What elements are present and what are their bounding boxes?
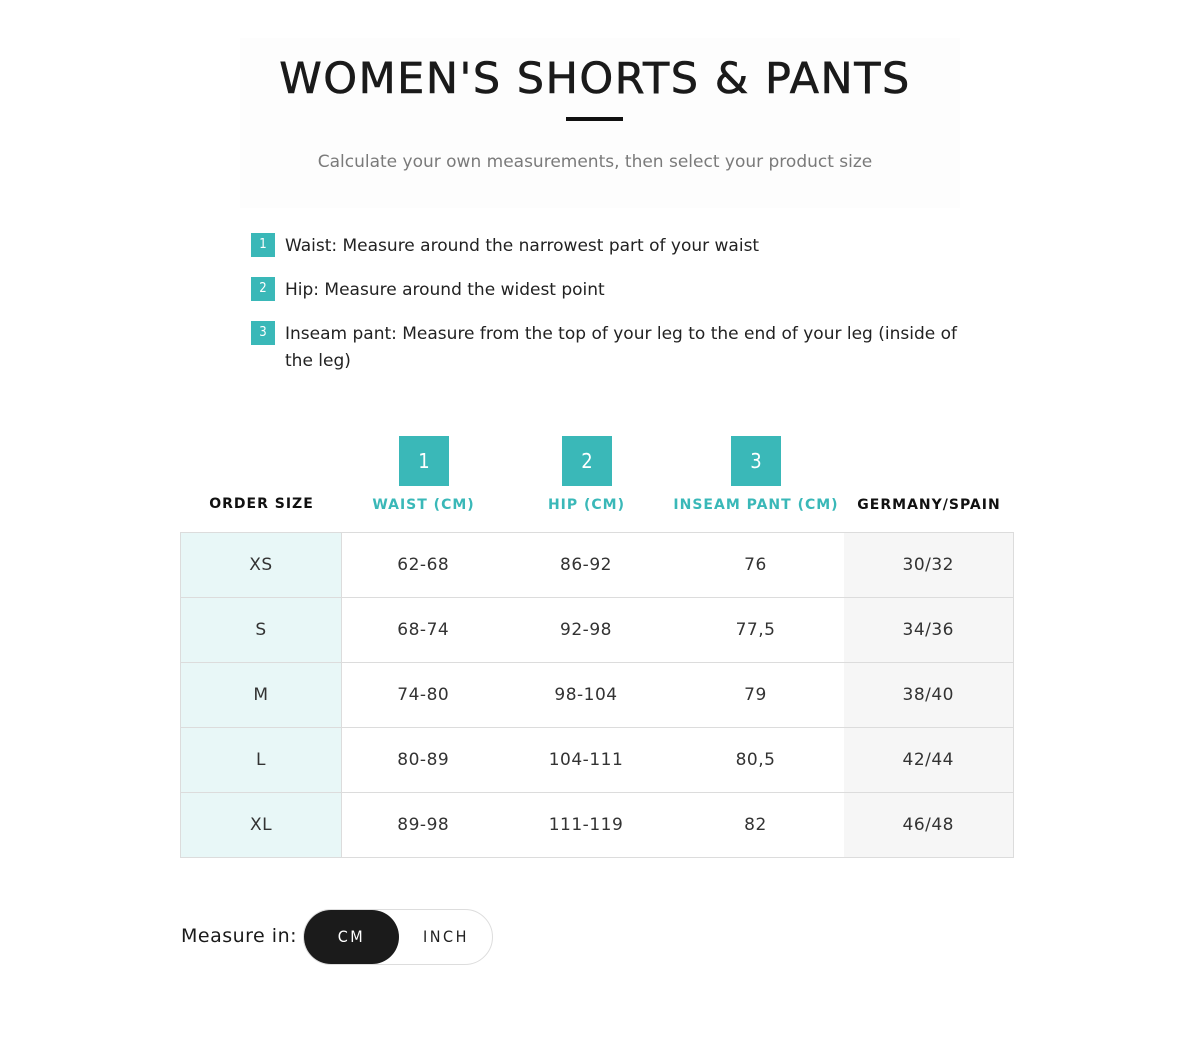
- cell-inseam: 76: [668, 533, 844, 598]
- cell-germany-spain: 46/48: [844, 793, 1014, 858]
- unit-option-cm[interactable]: CM: [304, 910, 399, 964]
- header: [240, 38, 960, 208]
- instruction-waist: [251, 233, 961, 260]
- cell-germany-spain: 30/32: [844, 533, 1014, 598]
- page-title: WOMEN'S SHORTS & PANTS: [279, 54, 911, 104]
- cell-hip: 86-92: [505, 533, 668, 598]
- unit-option-inch[interactable]: INCH: [423, 927, 469, 946]
- cell-inseam: 82: [668, 793, 844, 858]
- cell-waist: 68-74: [342, 598, 505, 663]
- cell-hip: 98-104: [505, 663, 668, 728]
- size-table: [180, 532, 1014, 858]
- inseam-number-badge: 3: [731, 436, 781, 486]
- instruction-text: Hip: Measure around the widest point: [285, 280, 605, 300]
- cell-waist: 89-98: [342, 793, 505, 858]
- table-row: [181, 793, 1014, 858]
- cell-germany-spain: 34/36: [844, 598, 1014, 663]
- cell-hip: 104-111: [505, 728, 668, 793]
- step-number-badge: 3: [251, 321, 275, 345]
- table-row: [181, 533, 1014, 598]
- step-number-badge: 1: [251, 233, 275, 257]
- cell-size: XS: [181, 533, 342, 598]
- measurement-instructions: [251, 233, 961, 375]
- cell-size: S: [181, 598, 342, 663]
- cell-waist: 74-80: [342, 663, 505, 728]
- instruction-text: Inseam pant: Measure from the top of your leg to the end of your leg (inside of the leg): [285, 324, 957, 371]
- page-subtitle: Calculate your own measurements, then select your product size: [317, 152, 873, 172]
- header-inseam: INSEAM PANT (CM): [673, 497, 839, 513]
- header-hip: HIP (CM): [547, 497, 626, 513]
- instruction-hip: [251, 277, 961, 304]
- instruction-inseam: [251, 321, 961, 375]
- header-waist: WAIST (CM): [372, 497, 475, 513]
- measure-in-label: Measure in:: [181, 925, 298, 947]
- table-row: [181, 598, 1014, 663]
- table-row: [181, 728, 1014, 793]
- header-germany-spain: GERMANY/SPAIN: [857, 497, 1001, 513]
- instruction-text: Waist: Measure around the narrowest part of your waist: [285, 236, 760, 256]
- cell-inseam: 77,5: [668, 598, 844, 663]
- title-divider: [566, 117, 623, 121]
- cell-germany-spain: 38/40: [844, 663, 1014, 728]
- step-number-badge: 2: [251, 277, 275, 301]
- cell-waist: 80-89: [342, 728, 505, 793]
- cell-size: M: [181, 663, 342, 728]
- hip-number-badge: 2: [562, 436, 612, 486]
- cell-germany-spain: 42/44: [844, 728, 1014, 793]
- cell-hip: 111-119: [505, 793, 668, 858]
- cell-size: L: [181, 728, 342, 793]
- cell-inseam: 80,5: [668, 728, 844, 793]
- table-row: [181, 663, 1014, 728]
- waist-number-badge: 1: [399, 436, 449, 486]
- cell-waist: 62-68: [342, 533, 505, 598]
- cell-inseam: 79: [668, 663, 844, 728]
- unit-toggle[interactable]: [303, 909, 493, 965]
- cell-size: XL: [181, 793, 342, 858]
- header-order-size: ORDER SIZE: [209, 496, 314, 512]
- cell-hip: 92-98: [505, 598, 668, 663]
